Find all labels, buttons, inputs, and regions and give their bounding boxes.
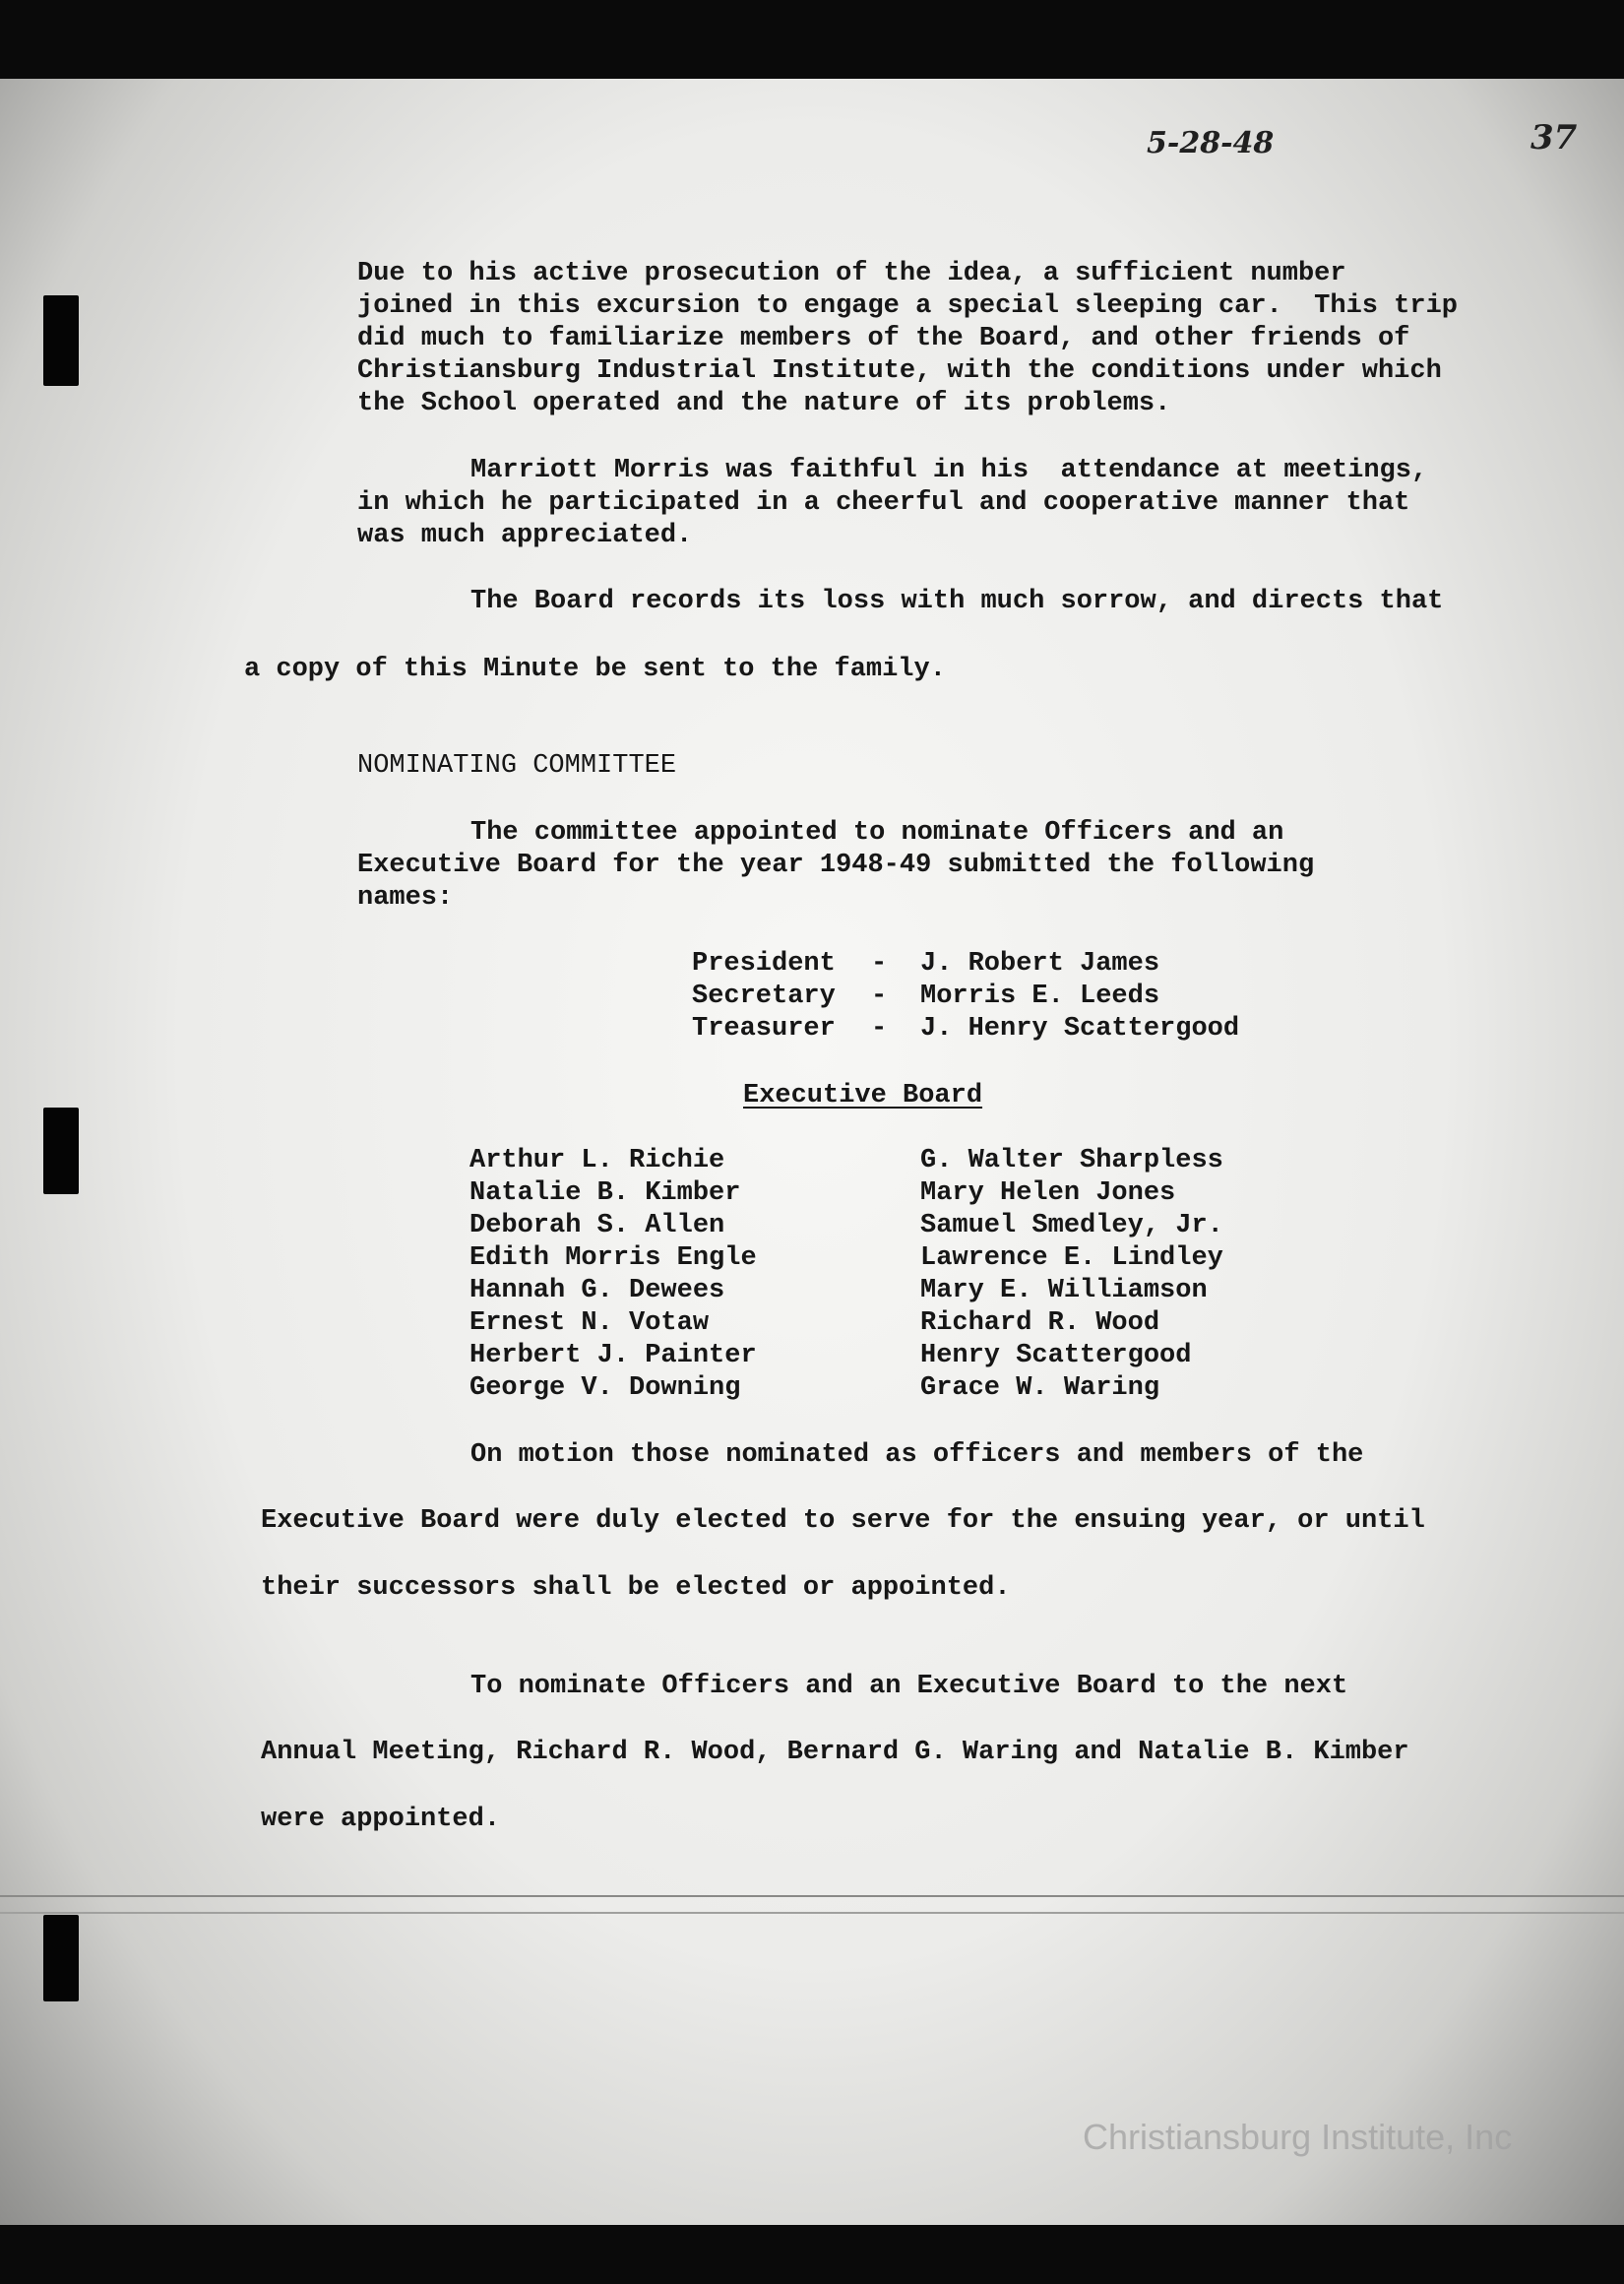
paragraph-line: Christiansburg Industrial Institute, with the conditions under which: [357, 356, 1442, 386]
officer-role: Secretary: [692, 982, 836, 1011]
paragraph-line: was much appreciated.: [357, 521, 693, 550]
board-member: Richard R. Wood: [920, 1308, 1160, 1338]
page-number: 37: [1530, 118, 1578, 158]
officer-dash: -: [871, 1014, 888, 1044]
section-heading: NOMINATING COMMITTEE: [357, 751, 677, 781]
date-annotation: 5-28-48: [1147, 126, 1275, 160]
paragraph-line: The Board records its loss with much sorrow, and directs that: [470, 587, 1444, 616]
page-fold-line: [0, 1912, 1624, 1914]
paragraph-line: a copy of this Minute be sent to the family.: [244, 655, 946, 684]
board-list-right: [920, 1145, 1223, 1405]
paragraph-line: names:: [357, 883, 454, 913]
board-member: Lawrence E. Lindley: [920, 1243, 1223, 1273]
officer-roles: [692, 948, 836, 1046]
board-member: Henry Scattergood: [920, 1341, 1192, 1370]
paragraph-line: The committee appointed to nominate Officers and an: [470, 818, 1284, 848]
officer-dashes: [871, 948, 887, 1046]
paragraph-line: were appointed.: [261, 1805, 501, 1834]
paragraph-line: Executive Board for the year 1948-49 submitted the following: [357, 851, 1315, 880]
scan-top-border: [0, 0, 1624, 79]
paragraph-line: Due to his active prosecution of the idea, a sufficient number: [357, 259, 1346, 288]
page-fold-line: [0, 1895, 1624, 1897]
paragraph-line: To nominate Officers and an Executive Board to the next: [470, 1672, 1348, 1701]
executive-board-heading: Executive Board: [743, 1081, 983, 1110]
board-member: Arthur L. Richie: [469, 1146, 725, 1175]
board-member: Mary E. Williamson: [920, 1276, 1208, 1305]
paragraph-line: Marriott Morris was faithful in his attendance at meetings,: [470, 456, 1428, 485]
paragraph-line: Executive Board were duly elected to serve for the ensuing year, or until: [261, 1506, 1425, 1536]
paragraph-line: Annual Meeting, Richard R. Wood, Bernard G. Waring and Natalie B. Kimber: [261, 1738, 1409, 1767]
board-member: Deborah S. Allen: [469, 1211, 725, 1240]
officer-dash: -: [871, 982, 888, 1011]
officer-role: Treasurer: [692, 1014, 836, 1044]
officer-name: Morris E. Leeds: [920, 982, 1160, 1011]
board-member: Ernest N. Votaw: [469, 1308, 710, 1338]
paragraph-line: the School operated and the nature of its problems.: [357, 389, 1171, 418]
board-member: Herbert J. Painter: [469, 1341, 757, 1370]
paragraph-line: joined in this excursion to engage a special sleeping car. This trip: [357, 291, 1458, 321]
punch-hole-mark: [43, 1915, 79, 2001]
officer-name: J. Robert James: [920, 949, 1160, 979]
board-list-left: [469, 1145, 757, 1405]
board-member: Mary Helen Jones: [920, 1178, 1176, 1208]
officer-dash: -: [871, 949, 888, 979]
board-member: G. Walter Sharpless: [920, 1146, 1223, 1175]
officer-name: J. Henry Scattergood: [920, 1014, 1240, 1044]
punch-hole-mark: [43, 1108, 79, 1194]
watermark: Christiansburg Institute, Inc: [1083, 2117, 1513, 2157]
paragraph-line: in which he participated in a cheerful and cooperative manner that: [357, 488, 1410, 518]
officer-names: [920, 948, 1239, 1046]
board-member: George V. Downing: [469, 1373, 741, 1403]
board-member: Natalie B. Kimber: [469, 1178, 741, 1208]
paragraph-line: their successors shall be elected or appointed.: [261, 1573, 1011, 1603]
paragraph-line: did much to familiarize members of the Board, and other friends of: [357, 324, 1410, 353]
punch-hole-mark: [43, 295, 79, 386]
scan-bottom-border: [0, 2225, 1624, 2284]
officer-role: President: [692, 949, 836, 979]
board-member: Samuel Smedley, Jr.: [920, 1211, 1223, 1240]
board-member: Grace W. Waring: [920, 1373, 1160, 1403]
paragraph-line: On motion those nominated as officers and members of the: [470, 1440, 1364, 1470]
board-member: Edith Morris Engle: [469, 1243, 757, 1273]
board-member: Hannah G. Dewees: [469, 1276, 725, 1305]
